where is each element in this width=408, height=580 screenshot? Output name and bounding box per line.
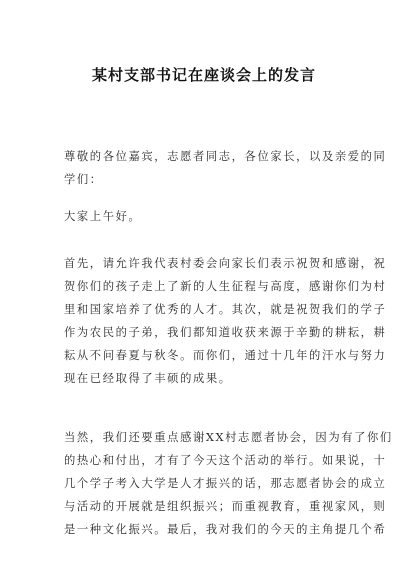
paragraph-thanks-families bbox=[64, 252, 387, 390]
paragraph-greeting bbox=[64, 145, 387, 191]
text-line: 贺你们的孩子走上了新的人生征程与高度，感谢你们为村 bbox=[64, 280, 387, 293]
text-line: 首先，请允许我代表村委会向家长们表示祝贺和感谢，祝 bbox=[64, 257, 387, 270]
paragraph-hello bbox=[64, 205, 348, 228]
text-line: 里和国家培养了优秀的人才。其次，就是祝贺我们的学子 bbox=[64, 303, 387, 316]
text-line: 现在已经取得了丰硕的成果。 bbox=[64, 372, 232, 385]
text-line: 大家上午好。 bbox=[64, 210, 142, 223]
paragraph-thanks-volunteers bbox=[64, 426, 393, 541]
text-line: 学们： bbox=[64, 173, 103, 186]
text-line: 耘从不问春夏与秋冬。而你们，通过十几年的汗水与努力 bbox=[64, 349, 387, 362]
text-line: 与活动的开展就是组织振兴；而重视教育，重视家风，则 bbox=[64, 500, 387, 513]
text-line: 尊敬的各位嘉宾，志愿者同志，各位家长，以及亲爱的同 bbox=[64, 150, 387, 163]
text-line: 的热心和付出，才有了今天这个活动的举行。如果说，十 bbox=[64, 454, 387, 467]
text-line: 几个学子考入大学是人才振兴的话，那志愿者协会的成立 bbox=[64, 477, 387, 490]
text-line: 当然，我们还要重点感谢XX村志愿者协会，因为有了你们 bbox=[64, 431, 393, 444]
text-line: 是一种文化振兴。最后，我对我们的今天的主角提几个希 bbox=[64, 523, 387, 536]
document-title: 某村支部书记在座谈会上的发言 bbox=[91, 66, 316, 84]
text-line: 作为农民的子弟，我们都知道收获来源于辛勤的耕耘，耕 bbox=[64, 326, 387, 339]
